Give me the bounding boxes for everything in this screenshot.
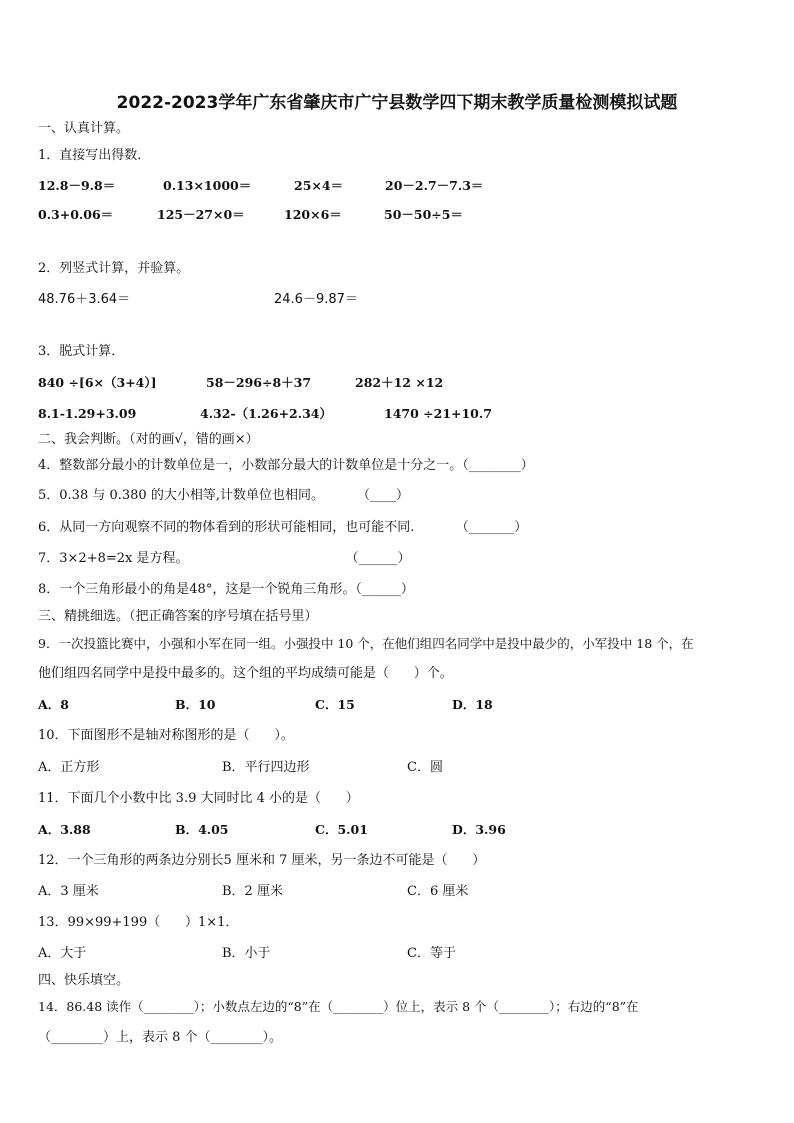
question-10: 10．下面图形不是轴对称图形的是（ ）。 [38, 728, 294, 743]
question-4: 4．整数部分最小的计数单位是一，小数部分最大的计数单位是十分之一。（________） [38, 458, 534, 473]
q11-option-c: C．5.01 [315, 822, 368, 837]
q10-option-b: B．平行四边形 [222, 760, 310, 775]
question-3-label: 3．脱式计算． [38, 344, 125, 359]
question-12: 12．一个三角形的两条边分别长5 厘米和 7 厘米，另一条边不可能是（ ） [38, 853, 486, 868]
question-9-line-1: 9．一次投篮比赛中，小强和小军在同一组。小强投中 10 个，在他们组四名同学中是投中最少的，小军投中 18 个，在 [38, 636, 694, 651]
q1-row1-item-2: 0.13×1000＝ [163, 178, 252, 193]
q13-option-a: A．大于 [38, 946, 87, 961]
section-heading-3: 三、精挑细选。（把正确答案的序号填在括号里） [38, 609, 318, 624]
q3-row1-item-3: 282＋12 ×12 [355, 375, 444, 390]
q10-option-a: A．正方形 [38, 760, 100, 775]
q2-item-2: 24.6－9.87＝ [274, 292, 358, 307]
q13-option-c: C．等于 [407, 946, 456, 961]
q2-item-1: 48.76＋3.64＝ [38, 292, 131, 307]
q3-row1-item-1: 840 ÷[6×（3+4）] [38, 375, 157, 390]
q1-row1-item-3: 25×4＝ [294, 178, 344, 193]
q1-row2-item-4: 50－50÷5＝ [384, 207, 463, 222]
question-1-label: 1．直接写出得数． [38, 148, 151, 163]
question-2-label: 2．列竖式计算，并验算。 [38, 261, 190, 276]
section-heading-2: 二、我会判断。（对的画√，错的画×） [38, 432, 259, 447]
question-14-line-2: （________）上，表示 8 个（________）。 [38, 1030, 283, 1045]
q1-row2-item-2: 125－27×0＝ [157, 207, 245, 222]
q3-row1-item-2: 58－296÷8＋37 [206, 375, 312, 390]
q1-row1-item-1: 12.8－9.8＝ [38, 178, 116, 193]
question-13: 13．99×99+199（ ）1×1． [38, 915, 239, 930]
q9-option-a: A．8 [38, 697, 69, 712]
question-7: 7．3×2+8=2x 是方程。 （______） [38, 551, 411, 566]
section-heading-4: 四、快乐填空。 [38, 973, 130, 988]
q9-option-d: D．18 [452, 697, 493, 712]
page-title: 2022-2023学年广东省肇庆市广宁县数学四下期末教学质量检测模拟试题 [116, 93, 678, 113]
q11-option-a: A．3.88 [38, 822, 91, 837]
section-heading-1: 一、认真计算。 [38, 121, 130, 136]
q9-option-c: C．15 [315, 697, 355, 712]
q12-option-a: A．3 厘米 [38, 884, 99, 899]
q13-option-b: B．小于 [222, 946, 271, 961]
q12-option-c: C．6 厘米 [407, 884, 469, 899]
q3-row2-item-3: 1470 ÷21+10.7 [384, 406, 492, 421]
q1-row2-item-3: 120×6＝ [284, 207, 342, 222]
question-8: 8．一个三角形最小的角是48°，这是一个锐角三角形。（______） [38, 582, 414, 597]
q10-option-c: C．圆 [407, 760, 443, 775]
q11-option-b: B．4.05 [175, 822, 229, 837]
q1-row2-item-1: 0.3+0.06＝ [38, 207, 114, 222]
q1-row1-item-4: 20－2.7－7.3＝ [385, 178, 484, 193]
question-5: 5．0.38 与 0.380 的大小相等,计数单位也相同。 （____） [38, 488, 410, 503]
q3-row2-item-2: 4.32-（1.26+2.34） [200, 406, 332, 421]
question-9-line-2: 他们组四名同学中是投中最多的。这个组的平均成绩可能是（ ）个。 [38, 666, 453, 681]
question-14-line-1: 14．86.48 读作（________）；小数点左边的“8”在（________）位上，表示 8 个（________）；右边的“8”在 [38, 999, 639, 1014]
q9-option-b: B．10 [175, 697, 216, 712]
question-6: 6．从同一方向观察不同的物体看到的形状可能相同，也可能不同. （_______） [38, 520, 528, 535]
q11-option-d: D．3.96 [452, 822, 506, 837]
question-11: 11．下面几个小数中比 3.9 大同时比 4 小的是（ ） [38, 791, 359, 806]
q3-row2-item-1: 8.1-1.29+3.09 [38, 406, 137, 421]
q12-option-b: B．2 厘米 [222, 884, 283, 899]
